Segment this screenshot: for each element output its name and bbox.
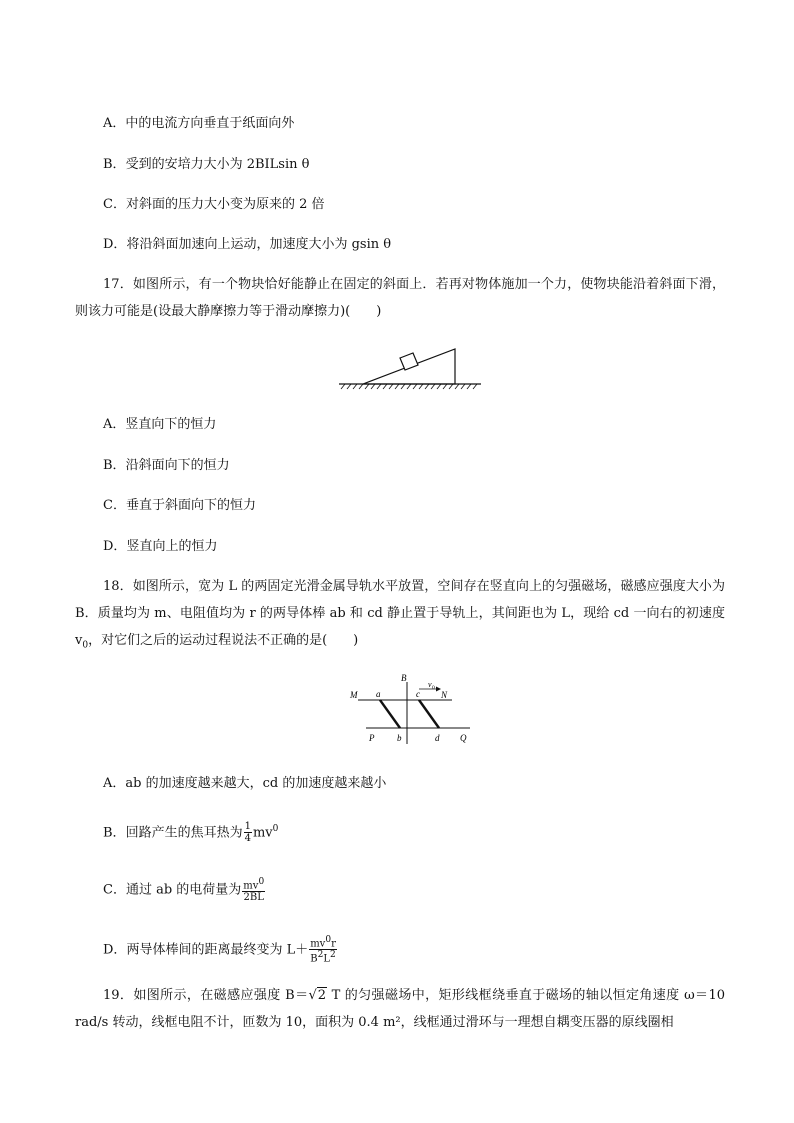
option-b-q17: B．沿斜面向下的恒力 bbox=[103, 458, 230, 473]
fraction-d: $\frac{mv^0r}{B^2L^2}$ bbox=[310, 935, 336, 965]
rails-figure bbox=[346, 670, 478, 750]
question-17-stem: 17．如图所示，有一个物块恰好能静止在固定的斜面上．若再对物体施加一个力，使物块能沿着斜面下滑，则该力可能是(设最大静摩擦力等于滑动摩擦力)( ) bbox=[75, 277, 725, 319]
label-b-field: B bbox=[401, 673, 407, 683]
ground-hatch bbox=[341, 384, 477, 389]
label-v: v bbox=[428, 680, 432, 689]
option-d-q18: D．两导体棒间的距离最终变为 L＋ $\frac{mv^0r}{B^2L^2}$ bbox=[103, 935, 336, 965]
label-q: Q bbox=[460, 733, 467, 743]
rod-ab bbox=[380, 700, 400, 728]
option-a-q18: A．ab 的加速度越来越大，cd 的加速度越来越小 bbox=[103, 776, 387, 791]
option-b-q18: B．回路产生的焦耳热为 $\frac{1}{4}$ $mv^0$ bbox=[103, 821, 279, 845]
option-b-q16: B．受到的安培力大小为 2BILsin θ bbox=[103, 157, 310, 172]
label-v-sub: 0 bbox=[432, 685, 435, 691]
option-c-q17: C．垂直于斜面向下的恒力 bbox=[103, 498, 256, 513]
label-m: M bbox=[350, 690, 358, 700]
fraction-c: $\frac{mv^0}{2BL}$ bbox=[243, 877, 265, 904]
option-c-q18: C．通过 ab 的电荷量为 $\frac{mv^0}{2BL}$ bbox=[103, 877, 265, 904]
question-19-stem: 19．如图所示，在磁感应强度 B＝√2 T 的匀强磁场中，矩形线框绕垂直于磁场的轴以恒定角速度 ω＝10 rad/s 转动，线框电阻不计，匝数为 10，面积为 0.4 m²，线框通过滑环与一理想自耦变压器的原线圈相 bbox=[75, 988, 725, 1030]
option-c-q16: C．对斜面的压力大小变为原来的 2 倍 bbox=[103, 197, 325, 212]
block bbox=[400, 353, 418, 370]
label-n: N bbox=[441, 690, 448, 700]
question-18-stem: 18．如图所示，宽为 L 的两固定光滑金属导轨水平放置，空间存在竖直向上的匀强磁场，磁感应强度大小为 B．质量均为 m、电阻值均为 r 的两导体棒 ab 和 cd 静止置于导轨上，其间距也为 L，现给 cd 一向右的初速度 $v_0$，对它们之后的运动过程说法不正确的是( ) bbox=[75, 579, 725, 651]
label-a: a bbox=[376, 689, 381, 699]
label-c: c bbox=[416, 689, 420, 699]
option-a-q16: A．中的电流方向垂直于纸面向外 bbox=[103, 116, 295, 131]
incline-figure bbox=[335, 340, 485, 392]
option-d-q16: D．将沿斜面加速向上运动，加速度大小为 gsin θ bbox=[103, 237, 392, 252]
label-d: d bbox=[435, 733, 440, 743]
rod-cd bbox=[419, 700, 439, 728]
option-d-q17: D．竖直向上的恒力 bbox=[103, 539, 218, 554]
option-a-q17: A．竖直向下的恒力 bbox=[103, 417, 217, 432]
label-p: P bbox=[369, 733, 375, 743]
label-b: b bbox=[397, 733, 402, 743]
fraction-b: $\frac{1}{4}$ bbox=[244, 821, 251, 845]
